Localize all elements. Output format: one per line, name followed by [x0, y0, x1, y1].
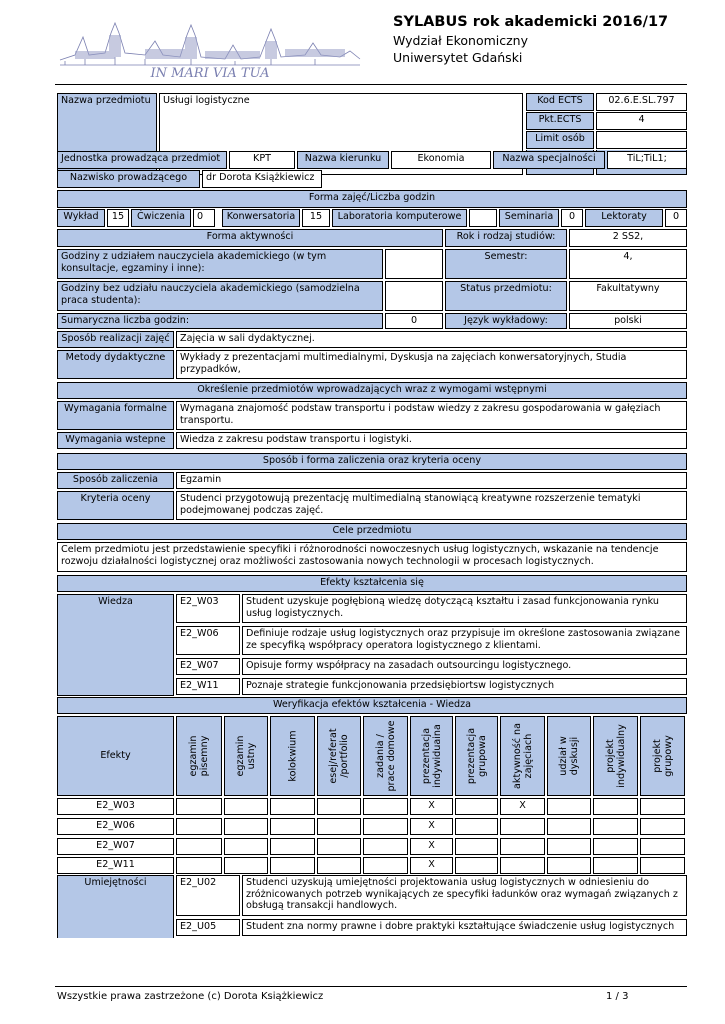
- verification-row-code: E2_W11: [57, 857, 174, 874]
- verification-mark: [176, 857, 222, 874]
- goals-section-title: Cele przedmiotu: [57, 523, 687, 540]
- verification-mark: [176, 838, 222, 855]
- ects-points-value: 4: [596, 112, 687, 130]
- verification-mark: [455, 818, 498, 835]
- field-value: Ekonomia: [391, 151, 491, 169]
- verification-mark: [224, 838, 268, 855]
- lab-label: Laboratoria komputerowe: [332, 209, 467, 227]
- initial-requirements-label: Wymagania wstepne: [57, 432, 174, 449]
- verification-mark: X: [410, 818, 453, 835]
- criteria-label: Kryteria oceny: [57, 491, 174, 520]
- assessment-section-title: Sposób i forma zaliczenia oraz kryteria oceny: [57, 453, 687, 470]
- verification-row-code: E2_W06: [57, 818, 174, 835]
- verification-mark: [317, 838, 361, 855]
- semester-value: 4,: [569, 249, 687, 279]
- verification-mark: [270, 857, 315, 874]
- verification-mark: [363, 838, 408, 855]
- verification-row-code: E2_W07: [57, 838, 174, 855]
- verification-mark: [224, 798, 268, 815]
- verification-mark: [270, 798, 315, 815]
- verification-mark: [363, 857, 408, 874]
- criteria-value: Studenci przygotowują prezentację multimedialną stanowiącą kreatywne rozszerzenie tematyki podejmowanej podczas zajęć.: [176, 491, 687, 520]
- faculty-name: Wydział Ekonomiczny: [393, 33, 529, 48]
- verification-mark: [455, 798, 498, 815]
- effects-header: Efekty: [57, 716, 174, 796]
- unit-label: Jednostka prowadząca przedmiot: [57, 151, 227, 169]
- footer-page-number: 1 / 3: [606, 991, 629, 1002]
- lektorat-label: Lektoraty: [585, 209, 663, 227]
- lektorat-hours: 0: [665, 209, 687, 227]
- verification-column-header: projekt indywidualny: [593, 716, 638, 796]
- verification-mark: [593, 838, 638, 855]
- skills-label: Umiejętności: [57, 875, 174, 938]
- verification-column-header: aktywność na zajęciach: [500, 716, 545, 796]
- verification-mark: [270, 818, 315, 835]
- verification-mark: [224, 857, 268, 874]
- self-study-hours-value: [385, 281, 443, 311]
- verification-mark: [176, 798, 222, 815]
- verification-mark: [593, 818, 638, 835]
- outcome-text: Opisuje formy współpracy na zasadach outsourcingu logistycznego.: [242, 658, 687, 675]
- didactic-methods-value: Wykłady z prezentacjami multimedialnymi, Dyskusja na zajęciach konwersatoryjnych, Studia przypadków,: [176, 350, 687, 379]
- university-name: Uniwersytet Gdański: [393, 50, 523, 65]
- footer-copyright: Wszystkie prawa zastrzeżone (c) Dorota Książkiewicz: [57, 991, 324, 1002]
- assessment-method-value: Egzamin: [176, 472, 687, 489]
- course-name-value: Usługi logistyczne: [159, 93, 523, 175]
- ects-code-label: Kod ECTS: [526, 93, 594, 111]
- verification-mark: X: [500, 798, 545, 815]
- lecturer-label: Nazwisko prowadzącego: [57, 170, 200, 188]
- outcome-code: E2_U05: [176, 919, 240, 936]
- verification-mark: [593, 857, 638, 874]
- self-study-hours-label: Godziny bez udziału nauczyciela akademickiego (samodzielna praca studenta):: [57, 281, 383, 311]
- goals-text: Celem przedmiotu jest przedstawienie specyfiki i różnorodności nowoczesnych usług logistycznych, wskazanie na tendencje rozwoju działalności logistycznej oraz możliwości zastosowania nowych technologii w procesach logistycznych.: [57, 542, 687, 572]
- specialization-label: Nazwa specjalności: [493, 151, 605, 169]
- outcome-text: Poznaje strategie funkcjonowania przedsiębiortsw logistycznych: [242, 678, 687, 695]
- lab-hours: [469, 209, 497, 227]
- verification-mark: [593, 798, 638, 815]
- verification-mark: [500, 818, 545, 835]
- outcome-code: E2_W07: [176, 658, 240, 675]
- limit-value: [596, 131, 687, 149]
- didactic-methods-label: Metody dydaktyczne: [57, 350, 174, 379]
- footer-divider: [55, 986, 687, 987]
- verification-column-header: prezentacja grupowa: [455, 716, 498, 796]
- total-hours-label: Sumaryczna liczba godzin:: [57, 313, 383, 329]
- verification-mark: [224, 818, 268, 835]
- verification-mark: [547, 838, 591, 855]
- knowledge-label: Wiedza: [57, 594, 174, 696]
- outcome-code: E2_W11: [176, 678, 240, 695]
- total-hours-value: 0: [385, 313, 443, 329]
- ects-code-value: 02.6.E.SL.797: [596, 93, 687, 111]
- status-value: Fakultatywny: [569, 281, 687, 311]
- verification-mark: [455, 838, 498, 855]
- verification-mark: [640, 798, 685, 815]
- course-name-label: Nazwa przedmiotu: [57, 93, 157, 175]
- conversation-label: Konwersatoria: [222, 209, 300, 227]
- outcome-code: E2_U02: [176, 875, 240, 916]
- exercise-label: Ćwiczenia: [131, 209, 191, 227]
- outcome-text: Student zna normy prawne i dobre praktyki kształtujące świadczenie usług logistycznych: [242, 919, 687, 936]
- verification-mark: [640, 838, 685, 855]
- verification-mark: [270, 838, 315, 855]
- verification-row-code: E2_W03: [57, 798, 174, 815]
- logo-motto: IN MARI VIA TUA: [150, 66, 270, 80]
- verification-section-title: Weryfikacja efektów kształcenia - Wiedza: [57, 697, 687, 714]
- verification-column-header: projekt grupowy: [640, 716, 685, 796]
- conversation-hours: 15: [302, 209, 330, 227]
- verification-mark: X: [410, 798, 453, 815]
- university-logo: [55, 15, 365, 80]
- verification-mark: [640, 857, 685, 874]
- semester-label: Semestr:: [445, 249, 567, 279]
- specialization-value: TiL;TiL1;: [607, 151, 687, 169]
- verification-mark: [317, 798, 361, 815]
- verification-column-header: egzamin ustny: [224, 716, 268, 796]
- realization-value: Zajęcia w sali dydaktycznej.: [176, 331, 687, 348]
- seminar-hours: 0: [561, 209, 583, 227]
- lecture-hours: 15: [107, 209, 129, 227]
- field-label: Nazwa kierunku: [297, 151, 389, 169]
- outcomes-section-title: Efekty kształcenia się: [57, 575, 687, 592]
- verification-column-header: udział w dyskusji: [547, 716, 591, 796]
- status-label: Status przedmiotu:: [445, 281, 567, 311]
- unit-value: KPT: [229, 151, 295, 169]
- verification-column-header: esej/referat /portfolio: [317, 716, 361, 796]
- verification-mark: [176, 818, 222, 835]
- assessment-method-label: Sposób zaliczenia: [57, 472, 174, 489]
- verification-mark: [500, 857, 545, 874]
- formal-requirements-label: Wymagania formalne: [57, 401, 174, 430]
- hours-section-title: Forma zajęć/Liczba godzin: [57, 190, 687, 208]
- verification-mark: [317, 818, 361, 835]
- outcome-code: E2_W03: [176, 594, 240, 623]
- lecture-label: Wykład: [57, 209, 105, 227]
- study-year-label: Rok i rodzaj studiów:: [445, 229, 567, 247]
- verification-mark: [547, 857, 591, 874]
- initial-requirements-value: Wiedza z zakresu podstaw transportu i logistyki.: [176, 432, 687, 449]
- prerequisites-section-title: Określenie przedmiotów wprowadzających wraz z wymogami wstępnymi: [57, 382, 687, 399]
- lecturer-value: dr Dorota Książkiewicz: [202, 170, 322, 188]
- outcome-text: Studenci uzyskują umiejętności projektowania usług logistycznych w odniesieniu do zróżnicowanych potrzeb wynikających ze specyfiki ładunków oraz wymagań związanych z obsługą transakcji handlowych.: [242, 875, 687, 916]
- language-value: polski: [569, 313, 687, 329]
- verification-column-header: prezentacja indywiduaina: [410, 716, 453, 796]
- ects-points-label: Pkt.ECTS: [526, 112, 594, 130]
- verification-column-header: egzamin pisemny: [176, 716, 222, 796]
- outcome-text: Student uzyskuje pogłębioną wiedzę dotyczącą kształtu i zasad funkcjonowania rynku usług logistycznych.: [242, 594, 687, 623]
- header-divider: [55, 84, 687, 85]
- contact-hours-value: [385, 249, 443, 279]
- exercise-hours: 0: [193, 209, 215, 227]
- verification-mark: [500, 838, 545, 855]
- outcome-code: E2_W06: [176, 626, 240, 655]
- verification-mark: [317, 857, 361, 874]
- study-year-value: 2 SS2,: [569, 229, 687, 247]
- verification-mark: X: [410, 857, 453, 874]
- verification-column-header: kolokwium: [270, 716, 315, 796]
- verification-mark: [547, 798, 591, 815]
- verification-column-header: zadania / prace domowe: [363, 716, 408, 796]
- formal-requirements-value: Wymagana znajomość podstaw transportu i podstaw wiedzy z zakresu gospodarowania w gałęziach transportu.: [176, 401, 687, 430]
- contact-hours-label: Godziny z udziałem nauczyciela akademickiego (w tym konsultacje, egzaminy i inne):: [57, 249, 383, 279]
- activity-form-label: Forma aktywności: [57, 229, 443, 247]
- language-label: Język wykładowy:: [445, 313, 567, 329]
- seminar-label: Seminaria: [499, 209, 559, 227]
- verification-mark: [363, 818, 408, 835]
- verification-mark: [455, 857, 498, 874]
- outcome-text: Definiuje rodzaje usług logistycznych oraz przypisuje im określone zastosowania związane ze specyfiką współpracy operatora logistycznego z klientami.: [242, 626, 687, 655]
- syllabus-title: SYLABUS rok akademicki 2016/17: [393, 14, 669, 30]
- verification-mark: [640, 818, 685, 835]
- realization-label: Sposób realizacji zajęć: [57, 331, 174, 348]
- verification-mark: [363, 798, 408, 815]
- verification-mark: X: [410, 838, 453, 855]
- limit-label: Limit osób: [526, 131, 594, 149]
- verification-mark: [547, 818, 591, 835]
